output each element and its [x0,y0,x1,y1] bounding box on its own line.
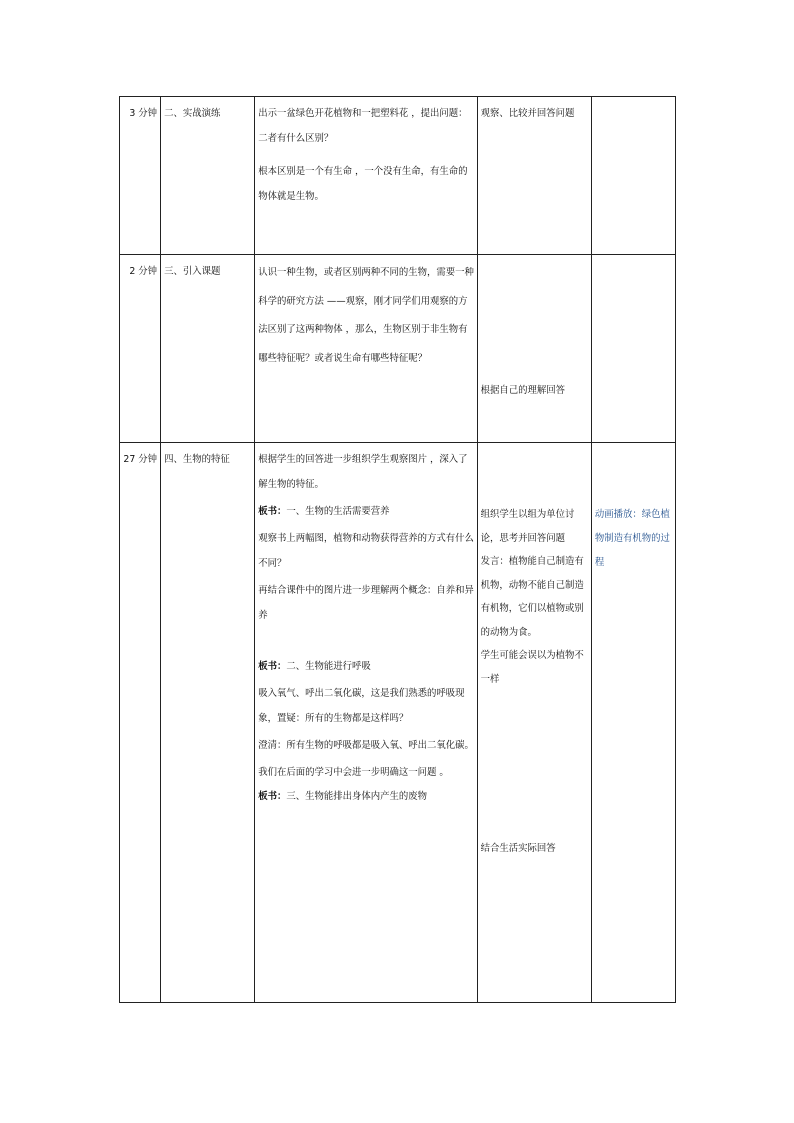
board-label: 板书： [258,661,287,672]
table-row [120,443,676,1003]
teacher-activity-cell [255,443,477,1003]
teacher-text: 根据学生的回答进一步组织学生观察图片 ，深入了解生物的特征。 [258,454,468,490]
stage-text: 二、实战演练 [164,108,221,119]
student-activity-cell [477,255,591,443]
student-text: 根据自己的理解回答 [480,385,565,396]
teacher-text: 澄清：所有生物的呼吸都是吸入氧、呼出二氧化碳。 [258,740,474,751]
board-text: 三、生物能排出身体内产生的废物 [286,791,427,802]
board-text: 二、生物能进行呼吸 [286,661,371,672]
teacher-text: 根本区别是一个有生命 ，一个没有生命，有生命的物体就是生物。 [258,166,468,202]
teacher-text: 出示一盆绿色开花植物和一把塑料花 ，提出问题：二者有什么区别？ [258,108,468,144]
time-text: 3 分钟 [129,108,158,119]
teacher-text: 观察书上两幅图，植物和动物获得营养的方式有什么不同？ [258,533,474,569]
lesson-plan-table [119,96,676,1003]
media-text: 动画播放：绿色植物制造有机物的过程 [594,509,670,568]
board-text: 一、生物的生活需要营养 [286,506,390,517]
student-text: 观察、比较并回答问题 [480,108,575,119]
student-text: 组织学生以组为单位讨论，思考并回答问题 [480,509,575,544]
teacher-text: 认识一种生物，或者区别两种不同的生物，需要一种科学的研究方法 ——观察，刚才同学们用观察的方法区别了这两种物体 ，那么，生物区别于非生物有哪些特征呢？或者说生命有哪些特征呢？ [258,267,474,364]
media-cell [591,443,675,1003]
teacher-text: 吸入氧气、呼出二氧化碳，这是我们熟悉的呼吸现象，置疑：所有的生物都是这样吗？ [258,688,465,724]
student-activity-cell [477,443,591,1003]
time-cell [120,443,161,1003]
stage-text: 三、引入课题 [164,266,221,277]
stage-cell [161,255,255,443]
media-cell [591,97,675,255]
time-text: 27 分钟 [123,454,158,465]
teacher-text: 再结合课件中的图片进一步理解两个概念：自养和异养 [258,585,474,621]
table-row [120,255,676,443]
stage-cell [161,443,255,1003]
student-text: 发言：植物能自己制造有机物，动物不能自己制造有机物，它们以植物或别的动物为食。 [480,556,584,638]
teacher-text: 我们在后面的学习中会进一步明确这一问题 。 [258,767,449,778]
stage-cell [161,97,255,255]
teacher-activity-cell [255,97,477,255]
student-text: 结合生活实际回答 [480,843,556,854]
time-text: 2 分钟 [129,266,158,277]
stage-text: 四、生物的特征 [164,454,230,465]
board-label: 板书： [258,791,287,802]
time-cell [120,97,161,255]
board-label: 板书： [258,506,287,517]
table-row [120,97,676,255]
student-activity-cell [477,97,591,255]
media-cell [591,255,675,443]
student-text: 学生可能会误以为植物不一样 [480,650,584,685]
teacher-activity-cell [255,255,477,443]
time-cell [120,255,161,443]
